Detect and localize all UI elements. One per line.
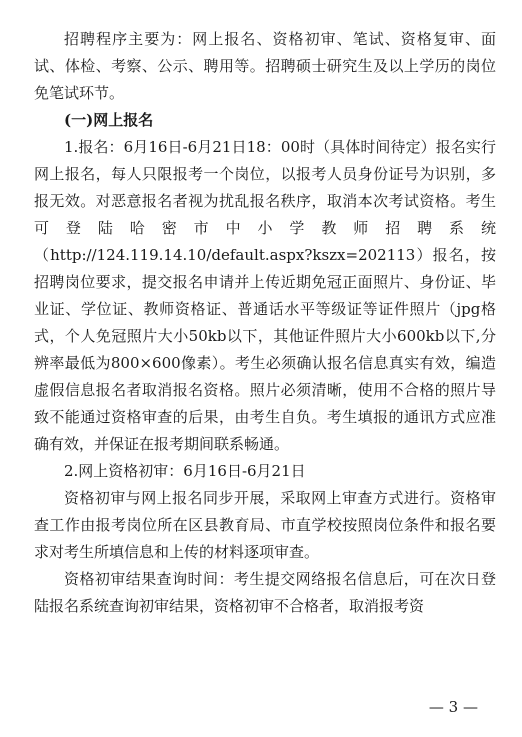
paragraph-registration: 1.报名：6月16日-6月21日18：00时（具体时间待定）报名实行网上报名，每人只限报考一个岗位，以报考人员身份证号为识别，多报无效。对恶意报名者视为扰乱报名秩序，取消本次考试资格。考生可登陆哈密市中小学教师招聘系统（http://124.119.14.10/default.aspx?kszx=202113）报名，按招聘岗位要求，提交报名申请并上传近期免冠正面照片、身份证、毕业证、学位证、教师资格证、普通话水平等级证等证件照片（jpg格式，个人免冠照片大小50kb以下，其他证件照片大小600kb以下,分辨率最低为800×600像素）。考生必须确认报名信息真实有效，编造虚假信息报名者取消报名资格。照片必须清晰，使用不合格的照片导致不能通过资格审查的后果，由考生自负。考生填报的通讯方式应准确有效，并保证在报考期间联系畅通。	[34, 138, 496, 453]
paragraph-recruitment-procedure: 招聘程序主要为：网上报名、资格初审、笔试、资格复审、面试、体检、考察、公示、聘用等。招聘硕士研究生及以上学历的岗位免笔试环节。	[34, 30, 496, 102]
paragraph-preliminary-review-heading: 2.网上资格初审：6月16日-6月21日	[64, 462, 306, 480]
section-heading-online-registration: (一)网上报名	[64, 111, 154, 129]
paragraph-review-result-query: 资格初审结果查询时间：考生提交网络报名信息后，可在次日登陆报名系统查询初审结果，资格初审不合格者，取消报考资	[34, 570, 496, 615]
paragraph-preliminary-review: 资格初审与网上报名同步开展，采取网上审查方式进行。资格审查工作由报考岗位所在区县教育局、市直学校按照岗位条件和报名要求对考生所填信息和上传的材料逐项审查。	[34, 489, 496, 561]
page-number: — 3 —	[428, 698, 478, 716]
